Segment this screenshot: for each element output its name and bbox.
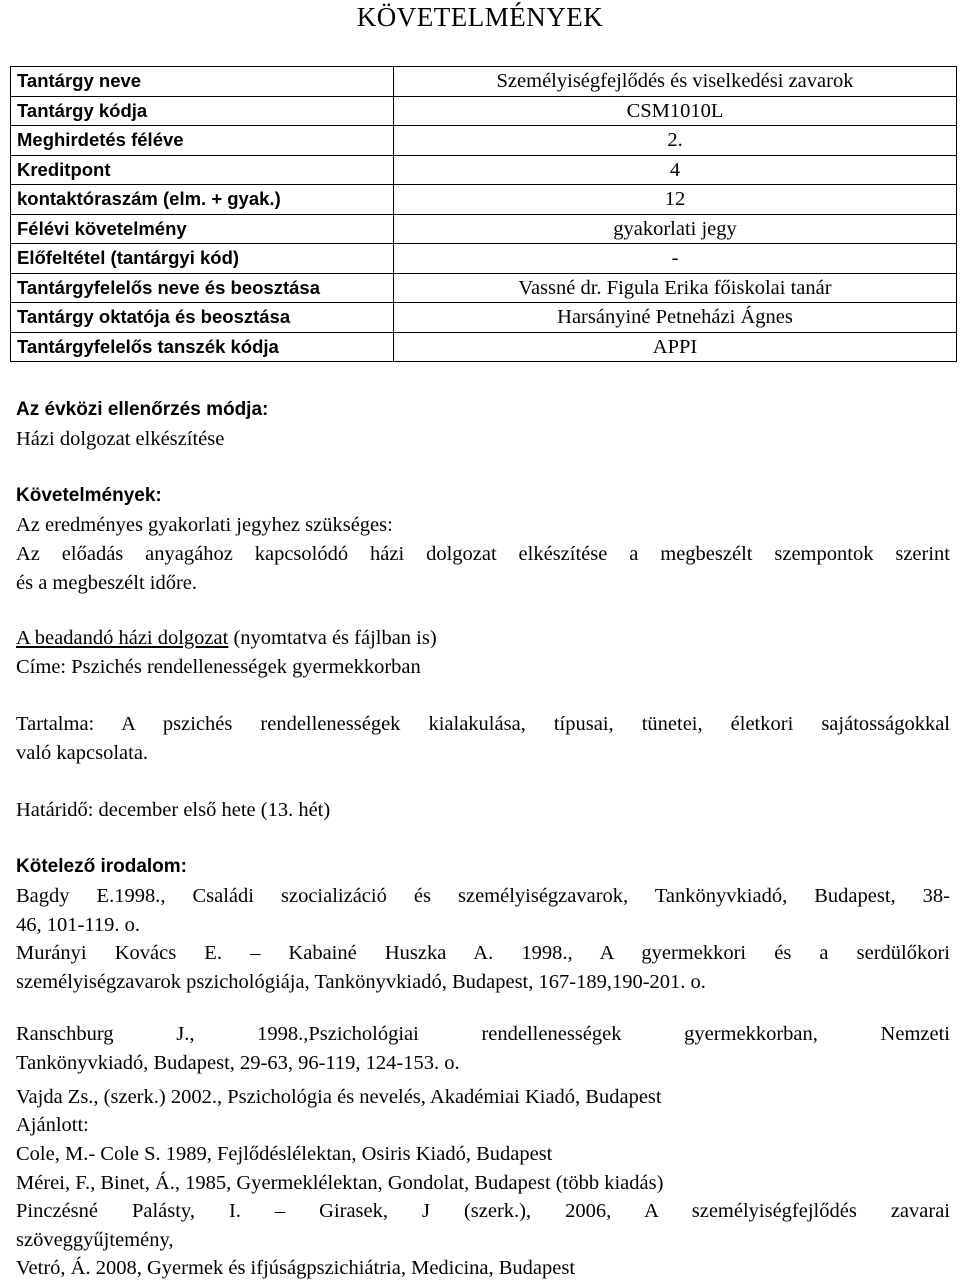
recommended-heading: Ajánlott: bbox=[16, 1114, 89, 1136]
recommended-3-line-2: szöveggyűjtemény, bbox=[16, 1229, 174, 1251]
reference-1-line-1: Bagdy E.1998., Családi szocializáció és személyiségzavarok, Tankönyvkiadó, Budapest, 38- bbox=[16, 885, 950, 907]
reference-3-line-1: Ranschburg J., 1998.,Pszichológiai rendellenességek gyermekkorban, Nemzeti bbox=[16, 1023, 950, 1045]
course-info-value: 2. bbox=[394, 126, 957, 156]
course-info-row bbox=[11, 126, 957, 156]
reference-2-line-1: Murányi Kovács E. – Kabainé Huszka A. 1998., A gyermekkori és a serdülőkori bbox=[16, 942, 950, 964]
course-info-value: CSM1010L bbox=[394, 96, 957, 126]
course-info-label: Tantárgy oktatója és beosztása bbox=[11, 303, 394, 333]
course-info-row bbox=[11, 214, 957, 244]
assignment-line bbox=[16, 624, 950, 652]
recommended-3-line-1: Pinczésné Palásty, I. – Girasek, J (szerk.), 2006, A személyiségfejlődés zavarai bbox=[16, 1200, 950, 1222]
assignment-underlined: A beadandó házi dolgozat bbox=[16, 627, 229, 649]
course-info-label: Előfeltétel (tantárgyi kód) bbox=[11, 244, 394, 274]
requirements-heading: Követelmények: bbox=[16, 485, 162, 506]
reference-2-line-2: személyiségzavarok pszichológiája, Tankönyvkiadó, Budapest, 167-189,190-201. o. bbox=[16, 971, 706, 993]
reference-3-line-2: Tankönyvkiadó, Budapest, 29-63, 96-119, 124-153. o. bbox=[16, 1052, 460, 1074]
course-info-table bbox=[10, 66, 957, 362]
course-info-value: 12 bbox=[394, 185, 957, 215]
assignment-format: (nyomtatva és fájlban is) bbox=[228, 627, 437, 649]
course-info-row bbox=[11, 303, 957, 333]
course-info-value: gyakorlati jegy bbox=[394, 214, 957, 244]
course-info-label: Tantárgyfelelős tanszék kódja bbox=[11, 332, 394, 362]
recommended-2: Mérei, F., Binet, Á., 1985, Gyermeklélektan, Gondolat, Budapest (több kiadás) bbox=[16, 1172, 664, 1194]
course-info-value: Személyiségfejlődés és viselkedési zavarok bbox=[394, 67, 957, 97]
course-info-row bbox=[11, 244, 957, 274]
course-info-value: APPI bbox=[394, 332, 957, 362]
page-title: KÖVETELMÉNYEK bbox=[356, 2, 604, 32]
course-info-value: 4 bbox=[394, 155, 957, 185]
requirements-line-1: Az eredményes gyakorlati jegyhez szükséges: bbox=[16, 514, 393, 536]
course-info-row bbox=[11, 273, 957, 303]
course-info-value: - bbox=[394, 244, 957, 274]
course-info-label: Kreditpont bbox=[11, 155, 394, 185]
course-info-row bbox=[11, 96, 957, 126]
course-info-label: Tantárgy neve bbox=[11, 67, 394, 97]
course-info-value: Vassné dr. Figula Erika főiskolai tanár bbox=[394, 273, 957, 303]
course-info-label: Félévi követelmény bbox=[11, 214, 394, 244]
assignment-content-2: való kapcsolata. bbox=[16, 742, 149, 764]
assignment-title: Címe: Pszichés rendellenességek gyermekkorban bbox=[16, 656, 421, 678]
recommended-1: Cole, M.- Cole S. 1989, Fejlődéslélektan, Osiris Kiadó, Budapest bbox=[16, 1143, 553, 1165]
assignment-content-1: Tartalma: A pszichés rendellenességek kialakulása, típusai, tünetei, életkori sajátosságokkal bbox=[16, 713, 950, 735]
course-info-label: Tantárgyfelelős neve és beosztása bbox=[11, 273, 394, 303]
recommended-4: Vetró, Á. 2008, Gyermek és ifjúságpszichiátria, Medicina, Budapest bbox=[16, 1257, 576, 1279]
reference-4: Vajda Zs., (szerk.) 2002., Pszichológia és nevelés, Akadémiai Kiadó, Budapest bbox=[16, 1086, 662, 1108]
course-info-label: Tantárgy kódja bbox=[11, 96, 394, 126]
assessment-heading: Az évközi ellenőrzés módja: bbox=[16, 399, 269, 420]
mandatory-literature-heading: Kötelező irodalom: bbox=[16, 856, 188, 877]
assignment-deadline: Határidő: december első hete (13. hét) bbox=[16, 799, 331, 821]
course-info-row bbox=[11, 67, 957, 97]
course-info-body bbox=[11, 67, 957, 362]
requirements-line-2: Az előadás anyagához kapcsolódó házi dolgozat elkészítése a megbeszélt szempontok szerint bbox=[16, 543, 950, 565]
course-info-row bbox=[11, 332, 957, 362]
course-info-row bbox=[11, 155, 957, 185]
course-info-value: Harsányiné Petneházi Ágnes bbox=[394, 303, 957, 333]
course-info-row bbox=[11, 185, 957, 215]
course-info-label: Meghirdetés féléve bbox=[11, 126, 394, 156]
course-info-label: kontaktóraszám (elm. + gyak.) bbox=[11, 185, 394, 215]
reference-1-line-2: 46, 101-119. o. bbox=[16, 914, 140, 936]
requirements-line-3: és a megbeszélt időre. bbox=[16, 572, 198, 594]
assessment-text: Házi dolgozat elkészítése bbox=[16, 428, 225, 450]
